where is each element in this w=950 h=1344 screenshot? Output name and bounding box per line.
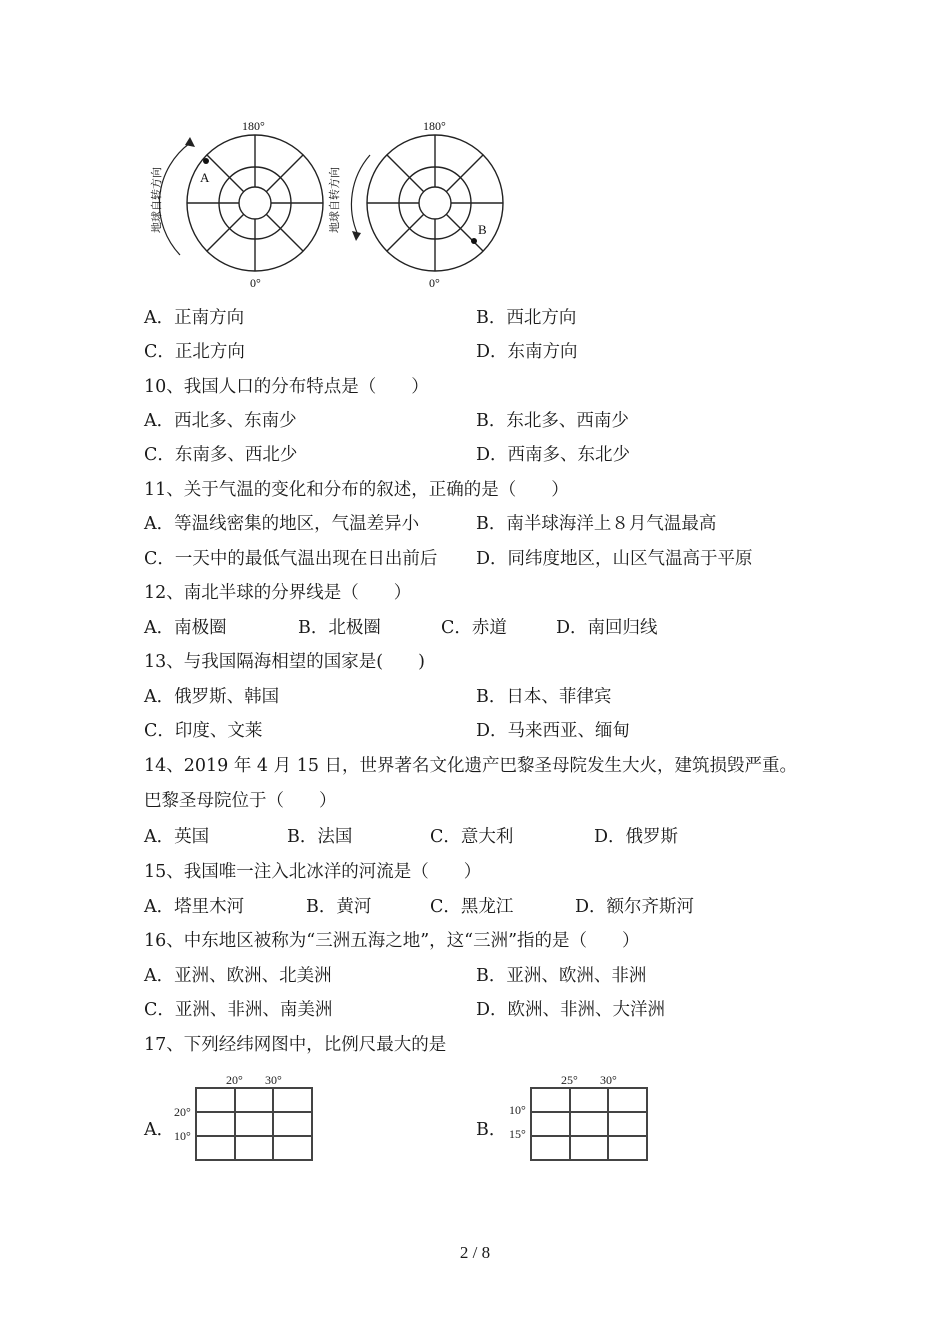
grid-b-lat-1: 10° bbox=[509, 1103, 526, 1117]
q15-option-c: C．黑龙江 bbox=[430, 897, 514, 917]
polar-diagram-right bbox=[367, 135, 503, 271]
q10-option-a: A．西北多、东南少 bbox=[144, 411, 297, 431]
q9-option-b: B．西北方向 bbox=[476, 308, 577, 328]
label-180-right: 180° bbox=[423, 119, 446, 133]
q13-option-b: B．日本、菲律宾 bbox=[476, 687, 612, 707]
q17-option-b-label: B． bbox=[476, 1120, 507, 1140]
label-0-left: 0° bbox=[250, 276, 261, 290]
grid-figure-b bbox=[505, 1068, 655, 1164]
grid-b-lat-2: 15° bbox=[509, 1127, 526, 1141]
q12-option-b: B．北极圈 bbox=[298, 618, 381, 638]
q10-option-b: B．东北多、西南少 bbox=[476, 411, 629, 431]
grid-a-lon-1: 20° bbox=[226, 1073, 243, 1087]
label-180-left: 180° bbox=[242, 119, 265, 133]
rotation-text-left: 地球自转方向 bbox=[151, 167, 163, 233]
label-0-right: 0° bbox=[429, 276, 440, 290]
q14-stem-line-2: 巴黎圣母院位于（ ） bbox=[144, 791, 337, 811]
q11-option-d: D．同纬度地区，山区气温高于平原 bbox=[476, 549, 753, 569]
q16-option-b: B．亚洲、欧洲、非洲 bbox=[476, 966, 647, 986]
q16-stem: 16、中东地区被称为“三洲五海之地”，这“三洲”指的是（ ） bbox=[144, 931, 640, 951]
q11-option-c: C．一天中的最低气温出现在日出前后 bbox=[144, 549, 438, 569]
q12-stem: 12、南北半球的分界线是（ ） bbox=[144, 583, 412, 603]
q11-option-b: B．南半球海洋上８月气温最高 bbox=[476, 514, 717, 534]
q9-option-d: D．东南方向 bbox=[476, 342, 578, 362]
rotation-arrowhead-right bbox=[352, 231, 361, 241]
q9-option-c: C．正北方向 bbox=[144, 342, 245, 362]
grid-b-lon-2: 30° bbox=[600, 1073, 617, 1087]
grid-a-lat-1: 20° bbox=[174, 1105, 191, 1119]
q15-option-d: D．额尔齐斯河 bbox=[575, 897, 695, 917]
polar-diagram-left bbox=[187, 135, 323, 271]
rotation-text-right: 地球自转方向 bbox=[329, 167, 341, 233]
grid-b-lon-1: 25° bbox=[561, 1073, 578, 1087]
q17-stem: 17、下列经纬网图中，比例尺最大的是 bbox=[144, 1035, 447, 1055]
q13-stem: 13、与我国隔海相望的国家是( ) bbox=[144, 652, 425, 672]
q11-option-a: A．等温线密集的地区，气温差异小 bbox=[144, 514, 420, 534]
q10-option-d: D．西南多、东北少 bbox=[476, 445, 631, 465]
q13-option-c: C．印度、文莱 bbox=[144, 721, 263, 741]
point-a-label: A bbox=[200, 170, 210, 185]
q13-option-d: D．马来西亚、缅甸 bbox=[476, 721, 631, 741]
grid-figure-a bbox=[170, 1068, 320, 1164]
q14-option-b: B．法国 bbox=[287, 827, 353, 847]
page-number: 2 / 8 bbox=[459, 1243, 491, 1262]
q14-option-a: A．英国 bbox=[144, 827, 210, 847]
grid-a-lat-2: 10° bbox=[174, 1129, 191, 1143]
q15-stem: 15、我国唯一注入北冰洋的河流是（ ） bbox=[144, 862, 482, 882]
point-b-label: B bbox=[478, 222, 487, 237]
q16-option-d: D．欧洲、非洲、大洋洲 bbox=[476, 1000, 666, 1020]
q15-option-a: A．塔里木河 bbox=[144, 897, 245, 917]
grid-a-lon-2: 30° bbox=[265, 1073, 282, 1087]
q13-option-a: A．俄罗斯、韩国 bbox=[144, 687, 280, 707]
q11-stem: 11、关于气温的变化和分布的叙述，正确的是（ ） bbox=[144, 480, 569, 500]
q10-stem: 10、我国人口的分布特点是（ ） bbox=[144, 377, 429, 397]
q12-option-c: C．赤道 bbox=[441, 618, 507, 638]
point-a-marker bbox=[203, 158, 209, 164]
q14-option-d: D．俄罗斯 bbox=[594, 827, 679, 847]
rotation-arrow-left bbox=[159, 143, 190, 255]
q14-stem-line-1: 14、2019 年 4 月 15 日，世界著名文化遗产巴黎圣母院发生大火，建筑损毁严重。 bbox=[144, 756, 798, 776]
q10-option-c: C．东南多、西北少 bbox=[144, 445, 298, 465]
q12-option-a: A．南极圈 bbox=[144, 618, 227, 638]
q12-option-d: D．南回归线 bbox=[556, 618, 658, 638]
q17-option-a-label: A． bbox=[144, 1120, 175, 1140]
point-b-marker bbox=[471, 238, 477, 244]
q15-option-b: B．黄河 bbox=[306, 897, 372, 917]
polar-projection-figure bbox=[140, 115, 510, 295]
q9-option-a: A．正南方向 bbox=[144, 308, 245, 328]
q16-option-a: A．亚洲、欧洲、北美洲 bbox=[144, 966, 332, 986]
q14-option-c: C．意大利 bbox=[430, 827, 514, 847]
q16-option-c: C．亚洲、非洲、南美洲 bbox=[144, 1000, 333, 1020]
